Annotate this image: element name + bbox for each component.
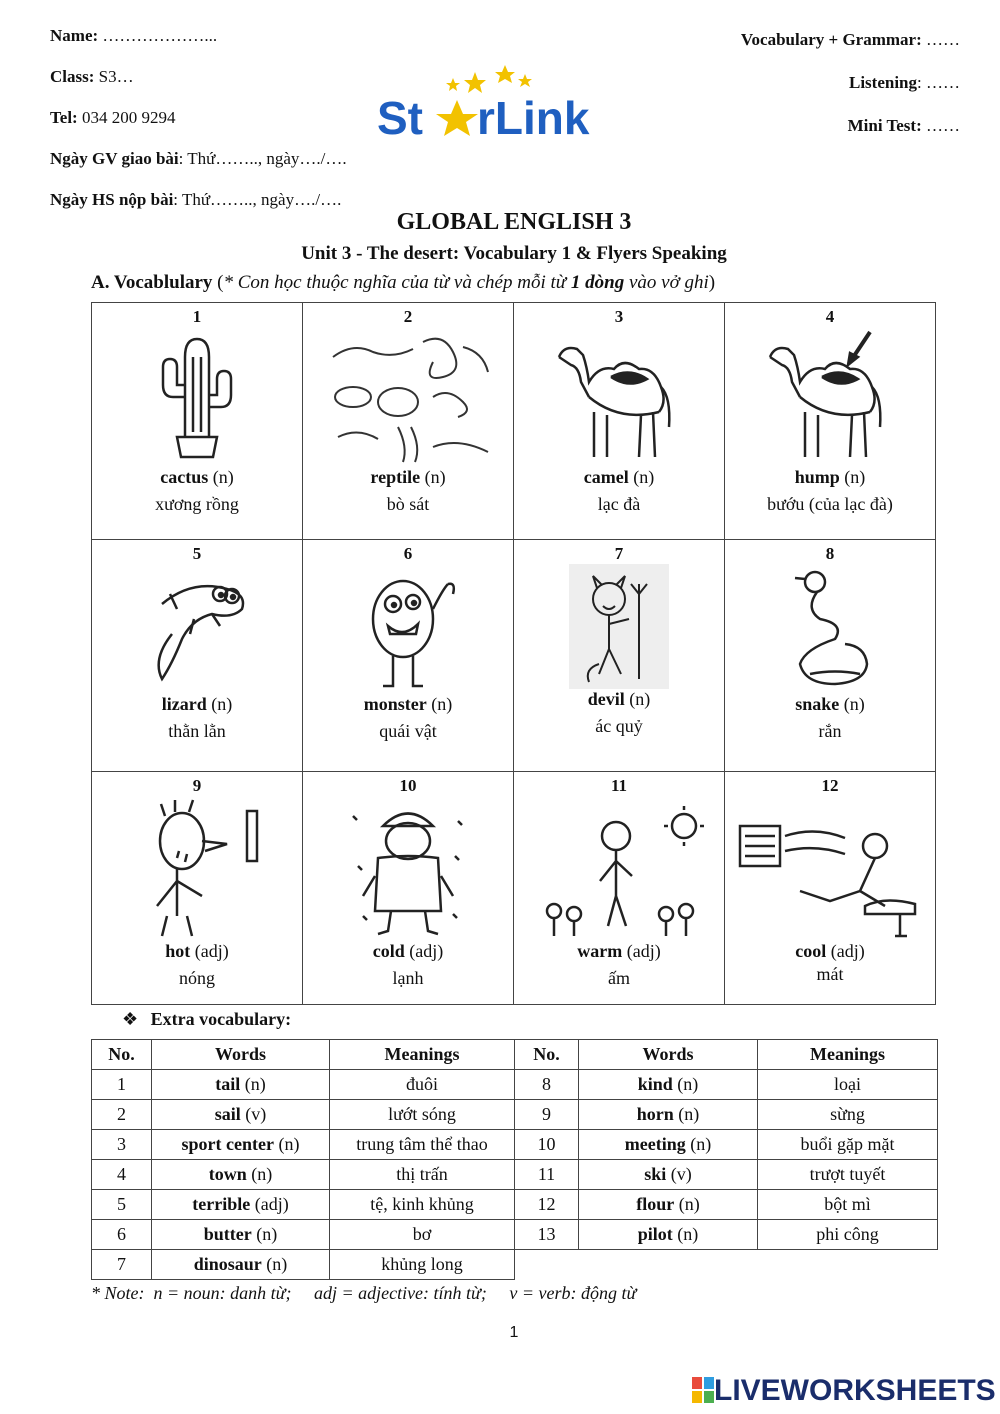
listening-score: Listening: …… <box>848 73 960 92</box>
cool-man-icon <box>735 796 925 941</box>
vocab-cell: 1 cactus (n) xương rồng <box>92 303 303 540</box>
extra-vocab-heading: ❖ Extra vocabulary: <box>122 1009 292 1029</box>
vocab-cell: 9 hot (adj) nóng <box>92 772 303 1005</box>
table-row: 4 town (n) thị trấn 11 ski (v) trượt tuyết <box>92 1160 938 1190</box>
camel-icon <box>549 327 689 467</box>
reptiles-icon <box>323 327 493 467</box>
class-line: Class: S3… <box>50 67 134 86</box>
table-row: 2 sail (v) lướt sóng 9 horn (n) sừng <box>92 1100 938 1130</box>
svg-text:St: St <box>377 92 423 142</box>
lizard-icon <box>132 564 262 694</box>
star-icon <box>436 100 478 136</box>
vocab-cell: 8 snake (n) rắn <box>725 540 936 772</box>
table-row: 1 tail (n) đuôi 8 kind (n) loại <box>92 1070 938 1100</box>
cactus-icon <box>137 327 257 467</box>
vocab-grammar-score: Vocabulary + Grammar: …… <box>740 30 960 49</box>
teacher-date-line: Ngày GV giao bài: Thứ…….., ngày…./…. <box>50 149 347 168</box>
mini-test-score: Mini Test: …… <box>847 116 960 135</box>
starlink-logo <box>375 62 625 142</box>
section-a-heading: A. Vocablulary (* Con học thuộc nghĩa của từ và chép mỗi từ 1 dòng vào vở ghi) <box>91 272 716 293</box>
vocab-grid <box>91 302 936 1005</box>
page-title: GLOBAL ENGLISH 3 <box>396 209 632 235</box>
monster-icon <box>348 564 468 694</box>
hot-man-icon <box>117 796 277 941</box>
table-row: 7 dinosaur (n) khủng long <box>92 1250 938 1280</box>
tel-line: Tel: 034 200 9294 <box>50 108 176 127</box>
diamond-bullet-icon: ❖ <box>122 1009 139 1029</box>
unit-title: Unit 3 - The desert: Vocabulary 1 & Flyers Speaking <box>301 243 727 264</box>
vocab-cell: 10 cold (adj) lạnh <box>303 772 514 1005</box>
cold-boy-icon <box>343 796 473 941</box>
vocab-cell: 12 cool (adj) mát <box>725 772 936 1005</box>
page-number: 1 <box>509 1324 519 1341</box>
table-row: 6 butter (n) bơ 13 pilot (n) phi công <box>92 1220 938 1250</box>
svg-text:rLink: rLink <box>477 92 590 142</box>
name-line: Name: ………………... <box>50 26 218 45</box>
vocab-cell: 4 hump (n) bướu (của lạc đà) <box>725 303 936 540</box>
vocab-cell: 11 warm (adj) ấm <box>514 772 725 1005</box>
liveworksheets-brand: LIVEWORKSHEETS <box>692 1374 996 1408</box>
pos-note: * Note: n = noun: danh từ; adj = adjective: tính từ; v = verb: động từ <box>91 1283 637 1303</box>
table-row: 3 sport center (n) trung tâm thể thao 10 meeting (n) buổi gặp mặt <box>92 1130 938 1160</box>
warm-boy-icon <box>534 796 704 941</box>
camel-hump-icon <box>760 327 900 467</box>
vocab-cell: 6 monster (n) quái vật <box>303 540 514 772</box>
star-icon <box>464 72 486 93</box>
snake-icon <box>775 564 885 694</box>
vocab-cell: 5 lizard (n) thằn lằn <box>92 540 303 772</box>
vocab-cell: 2 reptile (n) bò sát <box>303 303 514 540</box>
extra-vocab-table <box>91 1039 938 1280</box>
student-date-line: Ngày HS nộp bài: Thứ…….., ngày…./…. <box>50 190 342 209</box>
star-icon <box>446 78 460 91</box>
table-row: 5 terrible (adj) tệ, kinh khủng 12 flour (n) bột mì <box>92 1190 938 1220</box>
vocab-cell: 7 devil (n) ác quỷ <box>514 540 725 772</box>
liveworksheets-logo-icon <box>692 1377 714 1403</box>
devil-icon <box>569 564 669 689</box>
vocab-cell: 3 camel (n) lạc đà <box>514 303 725 540</box>
star-icon <box>495 65 515 83</box>
table-header-row: No. Words Meanings No. Words Meanings <box>92 1040 938 1070</box>
star-icon <box>518 74 532 87</box>
